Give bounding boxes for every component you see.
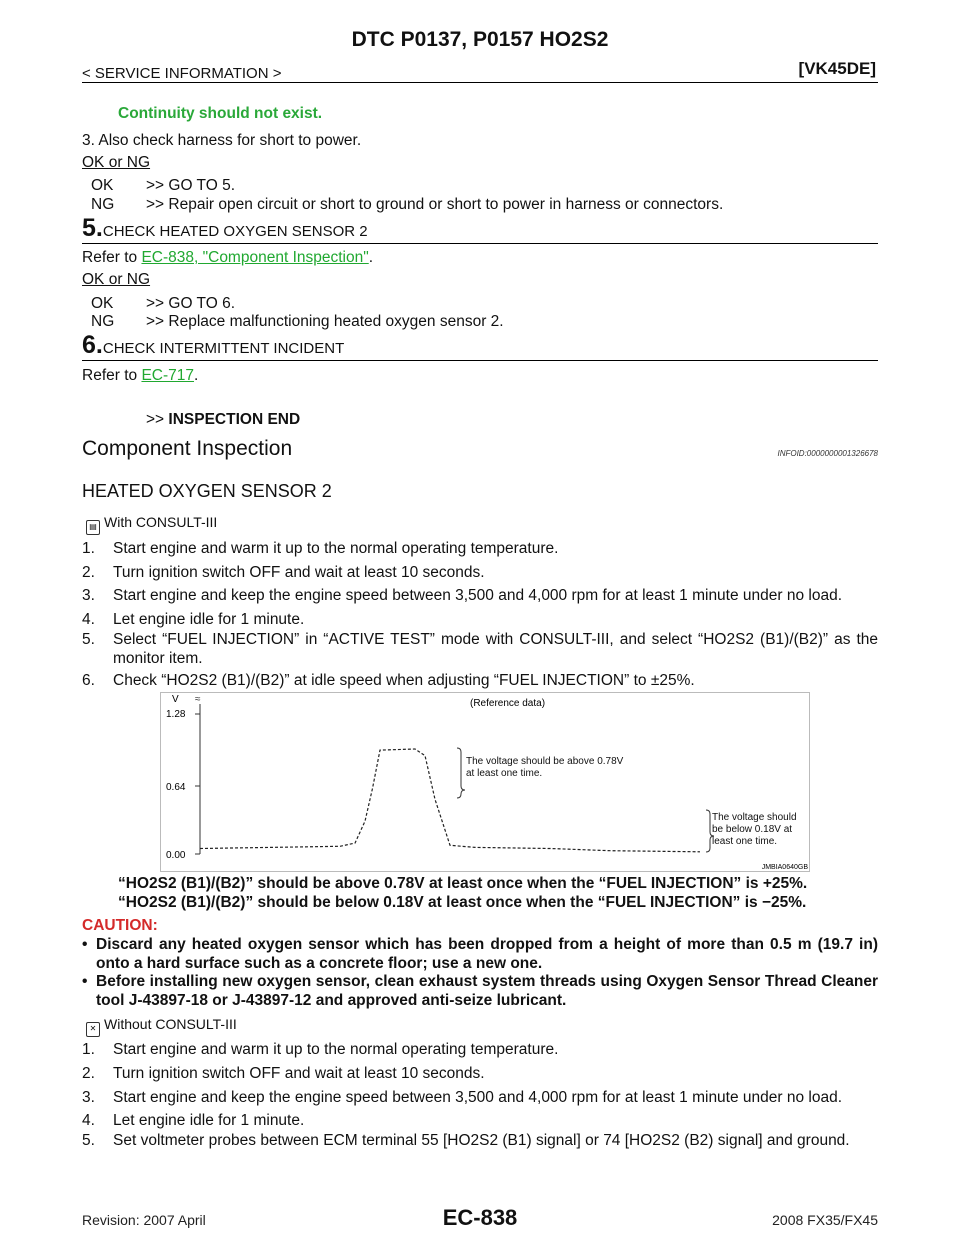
step-text: Let engine idle for 1 minute. (113, 611, 305, 628)
with-consult-label-row (86, 514, 217, 535)
result-ng-code-2: NG (91, 313, 115, 330)
reference-chart (160, 692, 810, 872)
y-tick-064: 0.64 (166, 782, 186, 793)
annotation-below: The voltage should be below 0.18V at least one time. (712, 812, 797, 847)
bullet-1: • (82, 936, 88, 953)
step5-heading (82, 214, 368, 243)
step-number: 3. (82, 1089, 95, 1106)
annotation-above-box (466, 756, 626, 796)
spec-line-2: “HO2S2 (B1)/(B2)” should be below 0.18V at least once when the “FUEL INJECTION” is −25%. (118, 894, 807, 911)
step-text: Start engine and warm it up to the normal operating temperature. (113, 540, 559, 557)
step-text: Start engine and keep the engine speed between 3,500 and 4,000 rpm for at least 1 minute under no load. (113, 1089, 843, 1106)
footer-model: 2008 FX35/FX45 (772, 1212, 878, 1228)
bullet-2: • (82, 973, 88, 990)
caution-item-1-text: Discard any heated oxygen sensor which has been dropped from a height of more than 0.5 m (19.7 in) onto a hard surface such as a concrete floor; use a new one. (96, 936, 878, 972)
refer-suffix-2: . (194, 367, 199, 384)
section-title: Component Inspection (82, 437, 293, 460)
step6-rule (82, 360, 878, 361)
inspection-end (146, 410, 300, 429)
refer-suffix: . (368, 249, 374, 266)
step-number: 1. (82, 1041, 95, 1058)
step5-refer (82, 248, 373, 267)
y-tick-000: 0.00 (166, 850, 186, 861)
header-rule (82, 82, 878, 83)
step-text: Turn ignition switch OFF and wait at least 10 seconds. (113, 564, 485, 581)
step-number: 2. (82, 1065, 95, 1082)
link-ec-717[interactable]: EC-717 (141, 367, 195, 384)
with-consult-label: With CONSULT-III (104, 514, 218, 530)
step-number: 5. (82, 1132, 95, 1149)
step-number: 3. (82, 587, 95, 604)
y-axis-label: V (172, 694, 179, 705)
step5-number: 5. (82, 214, 103, 242)
without-consult-label-row (86, 1016, 237, 1037)
chart-title: (Reference data) (470, 698, 546, 709)
step-number: 6. (82, 672, 95, 689)
result-ok-code-2: OK (91, 295, 114, 312)
step-text: Check “HO2S2 (B1)/(B2)” at idle speed when adjusting “FUEL INJECTION” to ±25%. (113, 672, 695, 689)
caution-item-1 (82, 935, 878, 973)
step-number: 1. (82, 540, 95, 557)
no-consult-icon: ✕ (86, 1022, 100, 1037)
result-ok-code: OK (91, 177, 114, 194)
step-text: Start engine and keep the engine speed between 3,500 and 4,000 rpm for at least 1 minute under no load. (113, 587, 843, 604)
axis-break-icon: ≈ (195, 694, 201, 705)
step-number: 4. (82, 611, 95, 628)
step3-text: 3. Also check harness for short to power. (82, 132, 362, 149)
continuity-note: Continuity should not exist. (118, 105, 323, 122)
inspection-end-label: INSPECTION END (168, 411, 301, 428)
step6-heading (82, 331, 344, 360)
step-text: Turn ignition switch OFF and wait at least 10 seconds. (113, 1065, 485, 1082)
step-number: 4. (82, 1112, 95, 1129)
without-consult-label: Without CONSULT-III (104, 1016, 237, 1032)
caution-item-2-text: Before installing new oxygen sensor, clean exhaust system threads using Oxygen Sensor Thread Cleaner tool J-43897-18 or J-43897-12 and approved anti-seize lubricant. (96, 973, 878, 1009)
caution-item-2 (82, 972, 878, 1010)
annotation-above: The voltage should be above 0.78V at least one time. (466, 756, 624, 779)
step-text: Let engine idle for 1 minute. (113, 1112, 305, 1129)
spec-line-1: “HO2S2 (B1)/(B2)” should be above 0.78V at least once when the “FUEL INJECTION” is +25%. (118, 875, 808, 892)
caution-label: CAUTION: (82, 917, 158, 934)
result-ok-text: >> GO TO 5. (146, 177, 236, 194)
step6-refer (82, 366, 198, 385)
footer-page-number: EC-838 (442, 1205, 518, 1230)
link-component-inspection[interactable]: EC-838, "Component Inspection" (141, 249, 369, 266)
ok-ng-label: OK or NG (82, 154, 151, 171)
step5-rule (82, 243, 878, 244)
step-text: Set voltmeter probes between ECM terminal 55 [HO2S2 (B1) signal] or 74 [HO2S2 (B2) signal] and ground. (113, 1132, 850, 1149)
consult-icon: ▤ (86, 520, 100, 535)
page-title: DTC P0137, P0157 HO2S2 (351, 28, 609, 51)
step-text: Start engine and warm it up to the normal operating temperature. (113, 1041, 559, 1058)
annotation-below-box (712, 812, 810, 862)
refer-prefix: Refer to (82, 249, 142, 266)
breadcrumb: < SERVICE INFORMATION > (82, 65, 282, 82)
step5-title: CHECK HEATED OXYGEN SENSOR 2 (102, 223, 368, 240)
engine-model: [VK45DE] (798, 59, 876, 78)
step-number: 2. (82, 564, 95, 581)
inspection-end-prefix: >> (146, 411, 169, 428)
step6-number: 6. (82, 331, 103, 359)
result-ok-text-2: >> GO TO 6. (146, 295, 236, 312)
y-tick-128: 1.28 (166, 709, 186, 720)
ok-ng-label-2: OK or NG (82, 271, 151, 288)
result-ng-text: >> Repair open circuit or short to ground or short to power in harness or connectors. (146, 196, 724, 213)
step-text: Select “FUEL INJECTION” in “ACTIVE TEST” mode with CONSULT-III, and select “HO2S2 (B1)/(B2)” as the monitor item. (113, 631, 878, 667)
info-id: INFOID:0000000001326678 (777, 449, 878, 458)
footer-revision: Revision: 2007 April (82, 1212, 206, 1228)
subsection-title: HEATED OXYGEN SENSOR 2 (82, 481, 332, 501)
result-ng-text-2: >> Replace malfunctioning heated oxygen sensor 2. (146, 313, 504, 330)
result-ng-code: NG (91, 196, 115, 213)
step-number: 5. (82, 631, 95, 648)
refer-prefix-2: Refer to (82, 367, 142, 384)
figure-id: JMBIA0640GB (761, 864, 808, 871)
step6-title: CHECK INTERMITTENT INCIDENT (102, 340, 345, 357)
